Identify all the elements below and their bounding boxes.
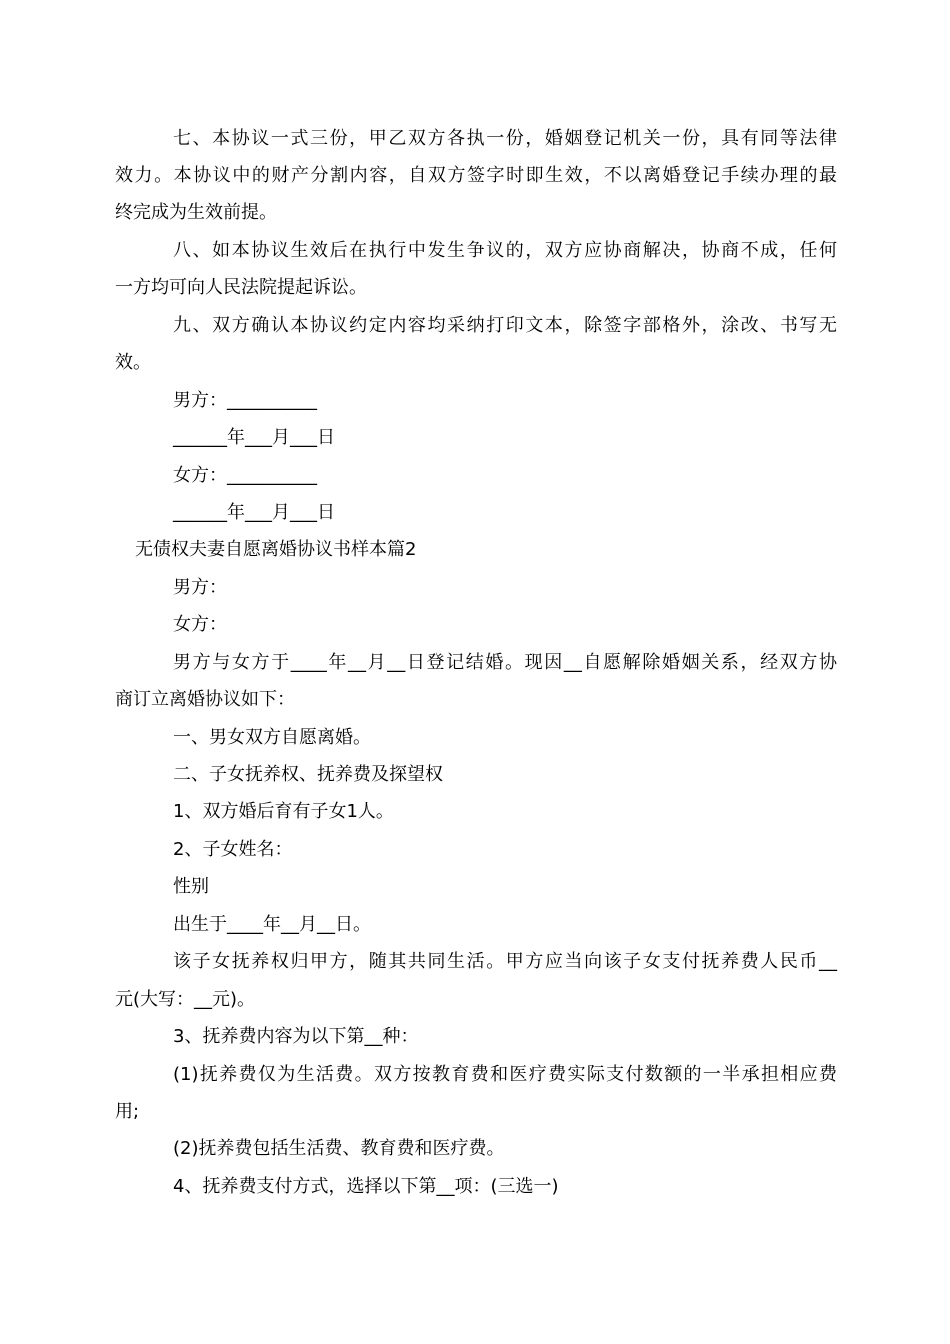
section-title: 无债权夫妻自愿离婚协议书样本篇2	[135, 539, 417, 560]
paragraph-line: 七、本协议一式三份，甲乙双方各执一份，婚姻登记机关一份，具有同等法律	[173, 128, 837, 149]
paragraph-line: 4、抚养费支付方式，选择以下第__项：(三选一)	[173, 1176, 559, 1197]
paragraph-line: (2)抚养费包括生活费、教育费和医疗费。	[173, 1138, 505, 1159]
paragraph-line: 该子女抚养权归甲方，随其共同生活。甲方应当向该子女支付抚养费人民币__	[173, 951, 837, 972]
paragraph-line: 商订立离婚协议如下：	[115, 689, 295, 710]
paragraph-line: 九、双方确认本协议约定内容均采纳打印文本，除签字部格外，涂改、书写无	[173, 315, 837, 336]
paragraph-line: 女方：	[173, 614, 227, 635]
paragraph-line: 男方与女方于____年__月__日登记结婚。现因__自愿解除婚姻关系，经双方协	[173, 652, 837, 673]
paragraph-line: 3、抚养费内容为以下第__种：	[173, 1026, 419, 1047]
paragraph-line: 终完成为生效前提。	[115, 202, 277, 223]
signature-line-female: 女方：__________	[173, 465, 317, 486]
paragraph-line: 效力。本协议中的财产分割内容，自双方签字时即生效，不以离婚登记手续办理的最	[115, 165, 837, 186]
paragraph-line: 用;	[115, 1101, 140, 1122]
paragraph-line: 二、子女抚养权、抚养费及探望权	[173, 764, 443, 785]
paragraph-line: 效。	[115, 352, 151, 373]
paragraph-line: 男方：	[173, 577, 227, 598]
paragraph-line: (1)抚养费仅为生活费。双方按教育费和医疗费实际支付数额的一半承担相应费	[173, 1064, 837, 1085]
paragraph-line: 元(大写：__元)。	[115, 989, 256, 1010]
paragraph-line: 出生于____年__月__日。	[173, 914, 371, 935]
paragraph-line: 2、子女姓名：	[173, 839, 293, 860]
paragraph-line: 性别	[173, 876, 209, 897]
paragraph-line: 一、男女双方自愿离婚。	[173, 727, 371, 748]
paragraph-line: 一方均可向人民法院提起诉讼。	[115, 277, 367, 298]
paragraph-line: 1、双方婚后育有子女1人。	[173, 801, 394, 822]
paragraph-line: 八、如本协议生效后在执行中发生争议的，双方应协商解决，协商不成，任何	[173, 240, 837, 261]
date-line: ______年___月___日	[173, 427, 335, 448]
date-line: ______年___月___日	[173, 502, 335, 523]
signature-line-male: 男方：__________	[173, 390, 317, 411]
